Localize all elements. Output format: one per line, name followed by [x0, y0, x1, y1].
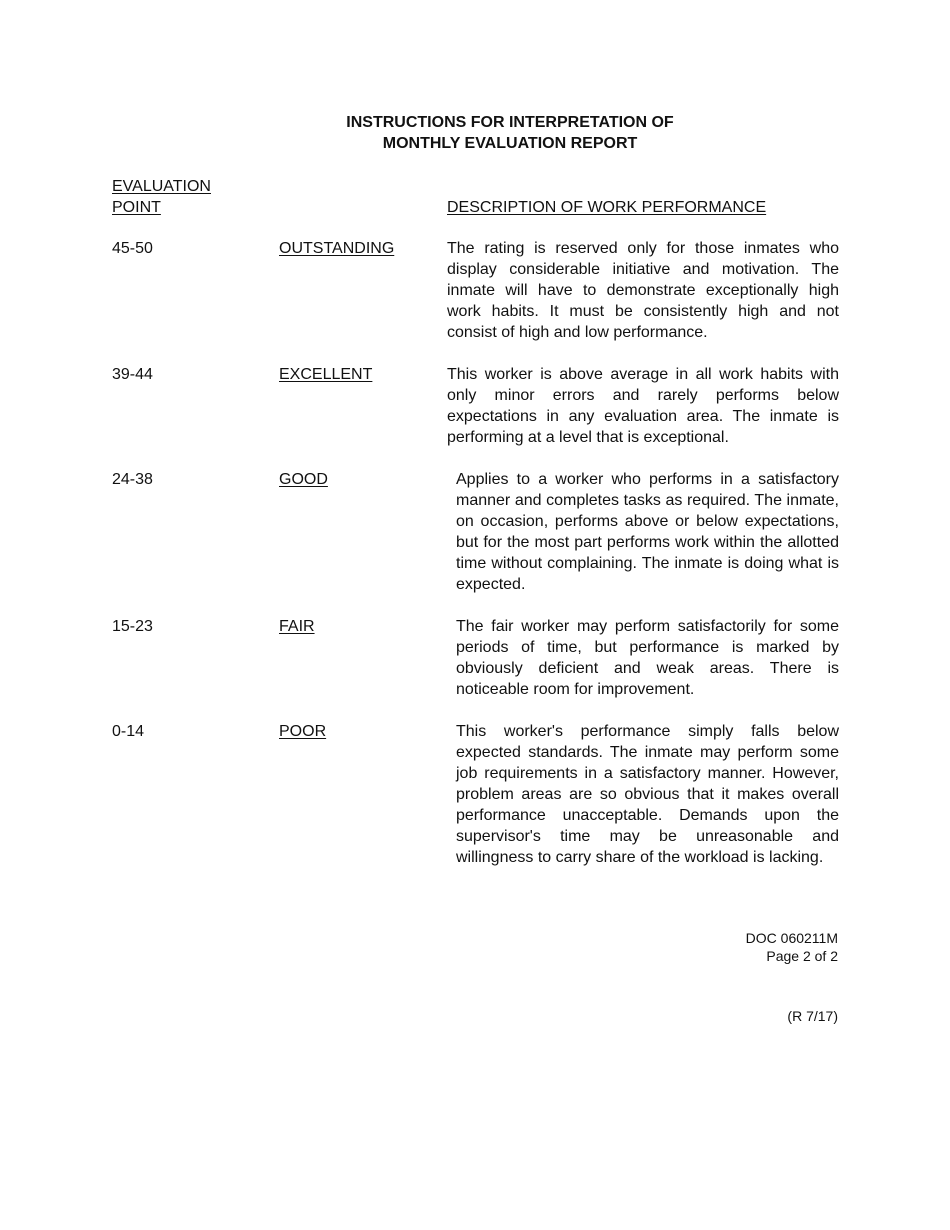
description-header: DESCRIPTION OF WORK PERFORMANCE	[447, 199, 767, 216]
evaluation-header-line-1: EVALUATION	[112, 178, 211, 195]
rating-label-excellent: EXCELLENT	[279, 366, 373, 383]
description-fair: The fair worker may perform satisfactorily for some periods of time, but performance is marked by obviously deficient and weak areas. There is noticeable room for improvement.	[456, 618, 839, 698]
evaluation-header-line-2: POINT	[112, 199, 161, 216]
rating-label-fair: FAIR	[279, 618, 315, 635]
doc-number: DOC 060211M	[745, 930, 838, 946]
rating-label-outstanding: OUTSTANDING	[279, 240, 395, 257]
points-outstanding: 45-50	[112, 240, 153, 257]
points-fair: 15-23	[112, 618, 153, 635]
rating-label-poor: POOR	[279, 723, 327, 740]
description-outstanding: The rating is reserved only for those inmates who display considerable initiative and motivation. The inmate will have to demonstrate exceptionally high work habits. It must be consistently high and not consist of high and low performance.	[447, 240, 839, 341]
description-good: Applies to a worker who performs in a satisfactory manner and completes tasks as required. The inmate, on occasion, performs above or below expectations, but for the most part performs work within the allotted time without complaining. The inmate is doing what is expected.	[456, 471, 839, 593]
points-poor: 0-14	[112, 723, 145, 740]
revision-code: (R 7/17)	[787, 1008, 838, 1024]
page-number: Page 2 of 2	[766, 948, 838, 964]
rating-label-good: GOOD	[279, 471, 328, 488]
points-excellent: 39-44	[112, 366, 153, 383]
description-poor: This worker's performance simply falls below expected standards. The inmate may perform some job requirements in a satisfactory manner. However, problem areas are so obvious that it makes overall performance unacceptable. Demands upon the supervisor's time may be unreasonable and willingness to carry share of the workload is lacking.	[456, 723, 839, 866]
points-good: 24-38	[112, 471, 153, 488]
description-excellent: This worker is above average in all work habits with only minor errors and rarely performs below expectations in any evaluation area. The inmate is performing at a level that is exceptional.	[447, 366, 839, 446]
page-title-line-1: INSTRUCTIONS FOR INTERPRETATION OF	[346, 114, 674, 131]
page-title-line-2: MONTHLY EVALUATION REPORT	[382, 135, 638, 152]
